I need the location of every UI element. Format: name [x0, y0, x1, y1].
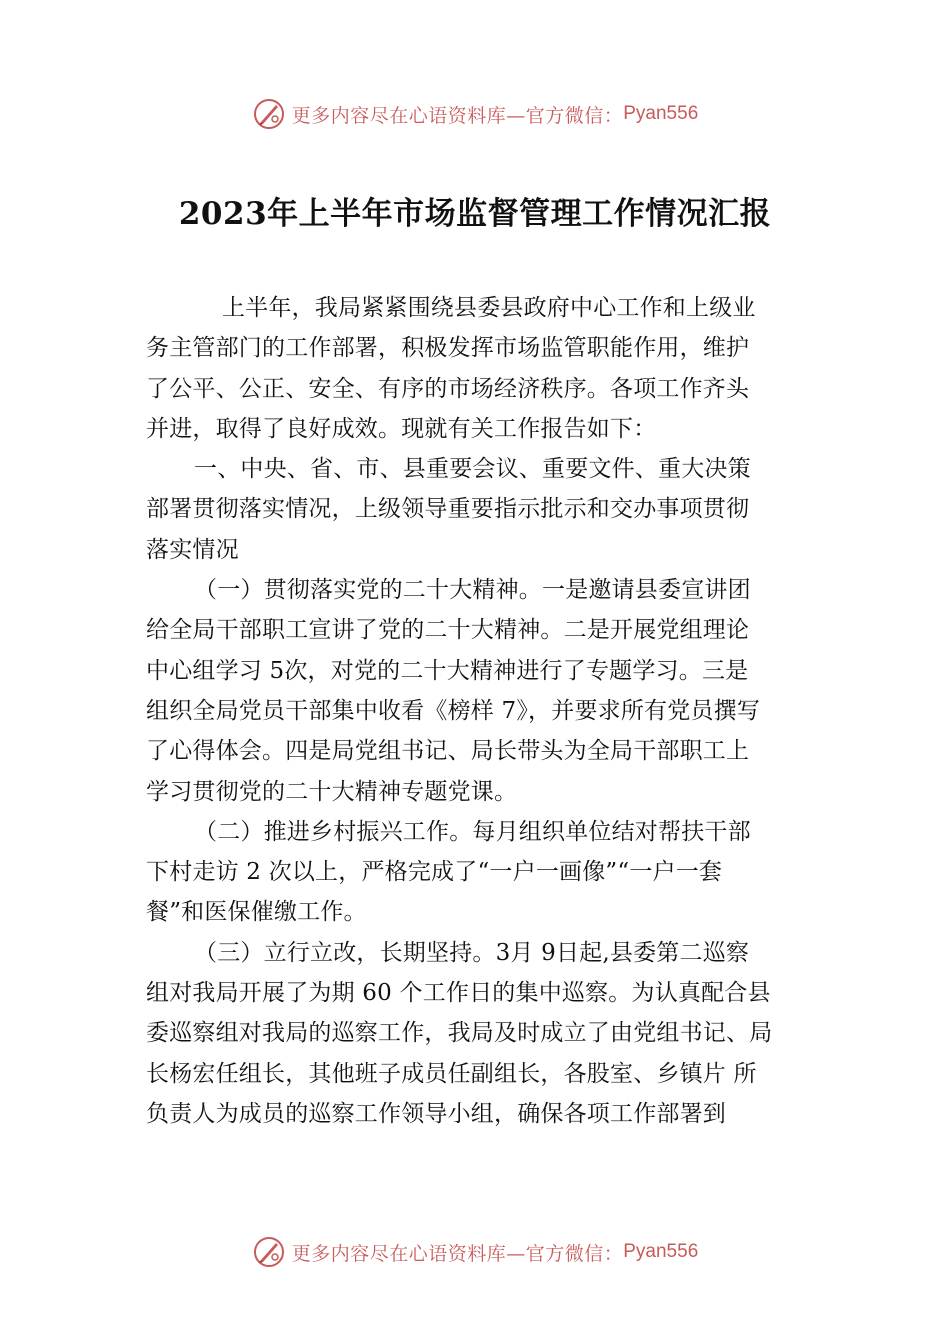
body-line: 组织全局党员干部集中收看《榜样 7》，并要求所有党员撰写 — [146, 697, 761, 724]
body-line: 长杨宏任组长，其他班子成员任副组长，各股室、乡镇片 所 — [146, 1060, 757, 1087]
watermark-banner-top — [0, 94, 950, 134]
document-title: 2023年上半年市场监督管理工作情况汇报 — [178, 196, 772, 232]
body-line: （一）贯彻落实党的二十大精神。一是邀请县委宣讲团 — [194, 577, 751, 604]
body-line: 上半年，我局紧紧围绕县委县政府中心工作和上级业 — [222, 295, 756, 321]
body-line: 负责人为成员的巡察工作领导小组，确保各项工作部署到 — [146, 1100, 726, 1127]
watermark-text: 更多内容尽在心语资料库—官方微信： — [291, 1242, 624, 1265]
body-line: 餐”和医保催缴工作。 — [146, 899, 367, 926]
body-line: 中心组学习 5次，对党的二十大精神进行了专题学习。三是 — [146, 657, 749, 684]
body-line: 一、中央、省、市、县重要会议、重要文件、重大决策 — [194, 456, 751, 483]
body-line: 务主管部门的工作部署，积极发挥市场监管职能作用，维护 — [146, 335, 750, 362]
watermark-wechat-id: Pyan556 — [623, 103, 699, 124]
body-line: 部署贯彻落实情况，上级领导重要指示批示和交办事项贯彻 — [146, 496, 750, 523]
watermark-banner-bottom — [0, 1232, 950, 1272]
body-line: 了心得体会。四是局党组书记、局长带头为全局干部职工上 — [146, 738, 750, 765]
body-line: 委巡察组对我局的巡察工作，我局及时成立了由党组书记、局 — [146, 1020, 773, 1047]
body-line: 给全局干部职工宣讲了党的二十大精神。二是开展党组理论 — [146, 617, 750, 644]
body-line: 了公平、公正、安全、有序的市场经济秩序。各项工作齐头 — [146, 375, 750, 402]
watermark-text: 更多内容尽在心语资料库—官方微信： — [291, 104, 624, 127]
watermark-wechat-id: Pyan556 — [623, 1241, 699, 1262]
body-line: 落实情况 — [146, 536, 239, 563]
quill-pen-logo-icon — [252, 1235, 286, 1269]
body-line: （二）推进乡村振兴工作。每月组织单位结对帮扶干部 — [194, 818, 751, 845]
body-line: （三）立行立改，长期坚持。3月 9日起,县委第二巡察 — [194, 939, 750, 966]
quill-pen-logo-icon — [252, 97, 286, 131]
body-line: 学习贯彻党的二十大精神专题党课。 — [146, 778, 518, 805]
body-line: 并进，取得了良好成效。现就有关工作报告如下： — [146, 415, 657, 442]
document-body — [146, 288, 836, 1134]
body-line: 下村走访 2 次以上，严格完成了“一户一画像”“一户一套 — [146, 859, 723, 886]
body-line: 组对我局开展了为期 60 个工作日的集中巡察。为认真配合县 — [146, 980, 771, 1007]
